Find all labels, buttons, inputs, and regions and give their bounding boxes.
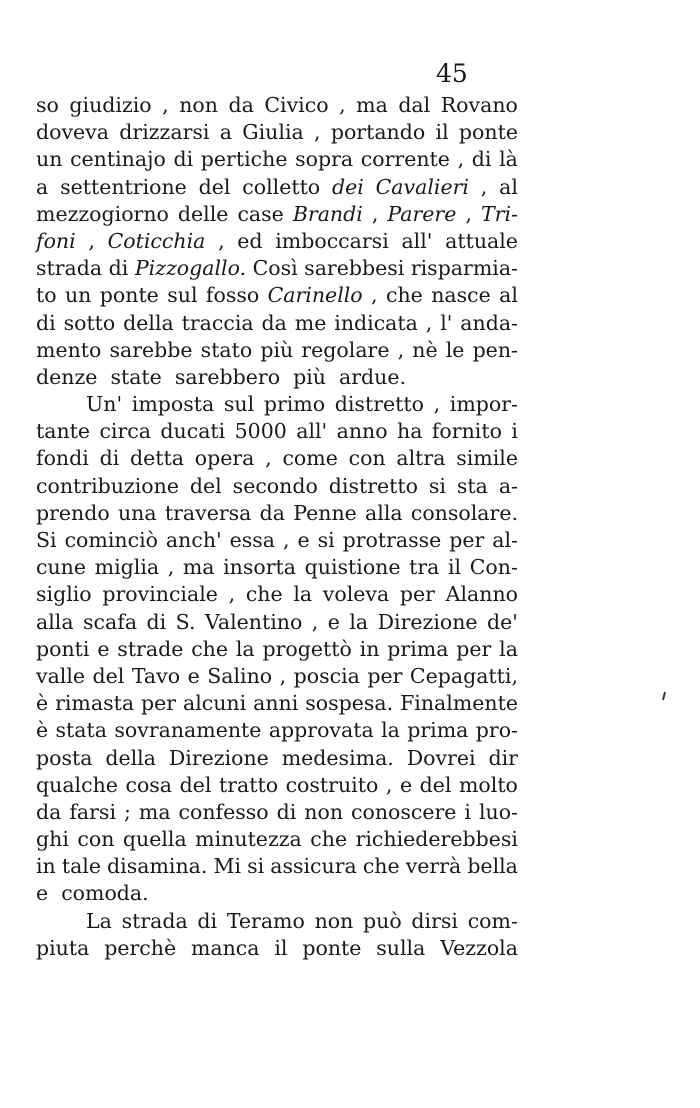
- word: e: [327, 609, 340, 634]
- word: stato: [200, 337, 253, 362]
- word: ,: [385, 772, 393, 797]
- word: cosa: [125, 772, 173, 797]
- word: per: [140, 691, 177, 716]
- word: ,: [88, 228, 95, 253]
- text-line: [36, 745, 518, 772]
- word: Cavalieri: [375, 174, 469, 199]
- word: ,: [162, 93, 169, 117]
- word: nasce: [431, 283, 491, 308]
- word: e: [97, 636, 110, 661]
- text-line: [36, 418, 518, 445]
- word: Teramo: [226, 908, 305, 933]
- word: in: [36, 854, 56, 879]
- word: verrà: [405, 854, 462, 879]
- word: drizzarsi: [119, 120, 210, 145]
- word: traccia: [181, 310, 254, 335]
- word: ,: [339, 93, 346, 117]
- word: ,: [218, 228, 225, 253]
- word: detta: [130, 446, 184, 471]
- word: ponte: [302, 935, 362, 960]
- word: Carinello: [267, 283, 363, 308]
- word: corrente: [360, 147, 450, 172]
- body-text: [36, 92, 518, 962]
- word: a: [36, 174, 49, 199]
- word: sulla: [376, 935, 426, 960]
- word: anno: [336, 419, 388, 444]
- word: al: [499, 283, 518, 308]
- word: valle: [36, 663, 86, 688]
- word: Un': [86, 392, 123, 417]
- word: i: [464, 799, 471, 824]
- word: fornito: [431, 419, 502, 444]
- word: medesima.: [281, 745, 394, 770]
- word: comoda.: [61, 881, 149, 906]
- word: ,: [457, 147, 465, 172]
- word: strada: [36, 256, 103, 281]
- word: conoscere: [351, 799, 457, 824]
- word: ed: [237, 228, 263, 253]
- word: e: [297, 528, 310, 552]
- word: prima: [387, 636, 449, 661]
- word: da: [259, 500, 285, 525]
- word: de': [487, 609, 518, 634]
- word: del: [92, 663, 125, 688]
- text-line: [36, 663, 518, 690]
- word: a-: [498, 473, 518, 498]
- word: di: [173, 147, 194, 172]
- word: dirsi: [411, 908, 458, 933]
- word: la: [293, 582, 313, 607]
- word: può: [363, 908, 402, 933]
- word: Finalmente: [400, 691, 518, 716]
- text-line: [36, 119, 518, 146]
- word: giudizio: [69, 93, 152, 117]
- text-line: [36, 799, 518, 826]
- word: ,: [311, 609, 319, 634]
- word: prendo: [36, 500, 110, 525]
- word: ponti: [36, 636, 90, 661]
- word: cune: [36, 555, 87, 580]
- word: ,: [228, 582, 236, 607]
- text-line: [36, 174, 518, 201]
- text-line: [36, 500, 518, 527]
- word: progettò: [262, 636, 352, 661]
- text-line: [36, 772, 518, 799]
- word: del: [419, 772, 452, 797]
- word: si: [317, 528, 335, 552]
- word: sarebbe: [109, 337, 193, 362]
- word: anni: [253, 691, 299, 716]
- word: dir: [488, 745, 518, 770]
- word: qualche: [36, 772, 118, 797]
- word: opera: [194, 446, 255, 471]
- word: non: [314, 908, 354, 933]
- word: ,: [371, 283, 378, 308]
- word: di: [36, 310, 56, 335]
- word: dal: [398, 93, 431, 117]
- text-line: [36, 908, 518, 935]
- word: da: [36, 799, 62, 824]
- word: non: [304, 799, 344, 824]
- word: regolare: [301, 337, 390, 362]
- text-line: [36, 527, 518, 554]
- text-line: [36, 92, 518, 119]
- text-line: [36, 690, 518, 717]
- word: alla: [36, 609, 74, 634]
- word: a: [219, 120, 232, 145]
- word: sta: [456, 473, 488, 498]
- word: che: [362, 854, 400, 879]
- word: tra: [409, 555, 440, 580]
- word: della: [123, 310, 174, 335]
- ink-speck: [662, 692, 666, 700]
- word: ghi: [36, 827, 69, 852]
- word: Pizzogallo.: [134, 256, 247, 281]
- word: fosso: [205, 283, 260, 308]
- word: pro-: [475, 718, 518, 743]
- word: pertiche: [200, 147, 288, 172]
- text-line: [36, 255, 518, 282]
- word: foni: [36, 228, 76, 253]
- word: altra: [396, 446, 446, 471]
- word: mezzogiorno: [36, 201, 169, 226]
- word: alla: [365, 500, 403, 525]
- word: strade: [117, 636, 184, 661]
- word: ha: [397, 419, 423, 444]
- word: per: [399, 582, 435, 607]
- word: S.: [175, 609, 196, 634]
- word: Coticchia: [107, 228, 206, 253]
- word: ,: [282, 528, 290, 552]
- word: tante: [36, 419, 91, 444]
- word: traversa: [164, 500, 252, 525]
- word: nè: [412, 337, 438, 362]
- word: di: [146, 609, 167, 634]
- word: Tri-: [480, 201, 518, 226]
- text-line: [36, 391, 518, 418]
- word: contribuzione: [36, 473, 179, 498]
- word: un: [36, 147, 63, 172]
- word: di: [471, 147, 492, 172]
- word: ponte: [99, 283, 159, 308]
- word: attuale: [445, 228, 518, 253]
- text-line: [36, 310, 518, 337]
- word: Così: [252, 256, 298, 281]
- word: Giulia: [242, 120, 304, 145]
- word: distretto: [334, 392, 424, 417]
- word: per: [449, 528, 485, 552]
- word: ,: [371, 201, 379, 226]
- word: secondo: [232, 473, 318, 498]
- word: quella: [122, 827, 187, 852]
- word: confesso: [178, 799, 269, 824]
- word: ducati: [160, 419, 226, 444]
- word: denze: [36, 364, 98, 389]
- word: il: [274, 935, 288, 960]
- word: di: [276, 799, 297, 824]
- text-line: [36, 554, 518, 581]
- word: più: [293, 364, 326, 389]
- word: Cepagatti,: [409, 663, 518, 688]
- word: ,: [397, 337, 405, 362]
- word: l': [440, 310, 453, 335]
- word: state: [110, 364, 162, 389]
- word: è: [36, 718, 49, 743]
- word: alcuni: [182, 691, 247, 716]
- word: Valentino: [204, 609, 303, 634]
- word: provinciale: [102, 582, 218, 607]
- word: strada: [121, 908, 188, 933]
- word: settentrione: [60, 174, 187, 199]
- word: com-: [467, 908, 518, 933]
- word: Direzione: [377, 609, 478, 634]
- word: Con-: [469, 555, 518, 580]
- word: consolare.: [410, 500, 518, 525]
- word: e: [36, 881, 49, 906]
- word: siglio: [36, 582, 92, 607]
- text-line: [36, 228, 518, 255]
- word: non: [179, 93, 218, 117]
- word: imboccarsi: [275, 228, 389, 253]
- word: e: [187, 663, 200, 688]
- word: ,: [279, 663, 287, 688]
- text-line: [36, 717, 518, 744]
- word: minutezza: [195, 827, 302, 852]
- page-number: 45: [436, 59, 468, 88]
- text-line: [36, 581, 518, 608]
- word: 5000: [234, 419, 287, 444]
- word: ma: [138, 799, 171, 824]
- word: delle: [177, 201, 229, 226]
- text-line: [36, 826, 518, 853]
- text-line: [36, 473, 518, 500]
- word: sarebbero: [174, 364, 281, 389]
- word: si: [428, 473, 446, 498]
- word: Civico: [264, 93, 329, 117]
- word: anch': [165, 528, 222, 552]
- word: sospesa.: [305, 691, 394, 716]
- word: ,: [167, 555, 175, 580]
- word: Parere: [387, 201, 457, 226]
- word: doveva: [36, 120, 109, 145]
- word: indicata: [334, 310, 418, 335]
- word: è: [36, 691, 49, 716]
- word: del: [198, 174, 231, 199]
- word: quistione: [304, 555, 401, 580]
- word: si: [247, 854, 265, 879]
- word: ,: [314, 120, 321, 145]
- word: simile: [456, 446, 518, 471]
- word: portando: [330, 120, 426, 145]
- word: la: [499, 636, 518, 661]
- word: di: [108, 256, 129, 281]
- word: che: [245, 582, 283, 607]
- word: Tavo: [131, 663, 181, 688]
- word: i: [511, 419, 518, 444]
- word: la: [349, 609, 369, 634]
- word: me: [294, 310, 327, 335]
- word: più: [260, 337, 294, 362]
- word: Penne: [293, 500, 357, 525]
- word: La: [86, 908, 112, 933]
- word: farsi: [69, 799, 117, 824]
- word: assicura: [270, 854, 357, 879]
- word: Brandi: [292, 201, 363, 226]
- word: prima: [407, 718, 469, 743]
- word: molto: [458, 772, 518, 797]
- word: posta: [36, 745, 93, 770]
- word: che: [385, 283, 423, 308]
- text-line: [36, 853, 518, 880]
- word: stata: [55, 718, 107, 743]
- word: di: [197, 908, 218, 933]
- word: all': [401, 228, 433, 253]
- word: impor-: [449, 392, 518, 417]
- word: ,: [425, 310, 433, 335]
- word: risparmia-: [410, 256, 518, 281]
- word: ,: [465, 201, 472, 226]
- word: sotto: [63, 310, 116, 335]
- word: piuta: [36, 935, 90, 960]
- word: voleva: [322, 582, 390, 607]
- word: ma: [356, 93, 388, 117]
- word: ,: [480, 174, 488, 199]
- word: là: [499, 147, 518, 172]
- word: protrasse: [342, 528, 442, 552]
- text-line: [36, 609, 518, 636]
- word: sul: [167, 283, 198, 308]
- word: disamina.: [107, 854, 208, 879]
- word: Direzione: [168, 745, 269, 770]
- word: poscia: [293, 663, 360, 688]
- word: all': [296, 419, 328, 444]
- word: che: [191, 636, 229, 661]
- word: il: [447, 555, 462, 580]
- word: ma: [182, 555, 215, 580]
- word: Alanno: [445, 582, 518, 607]
- text-line: [36, 282, 518, 309]
- word: del: [179, 772, 212, 797]
- word: una: [117, 500, 157, 525]
- word: to: [36, 283, 57, 308]
- word: manca: [190, 935, 260, 960]
- word: per: [367, 663, 403, 688]
- word: Vezzola: [440, 935, 518, 960]
- text-line: [36, 935, 518, 962]
- word: so: [36, 93, 59, 117]
- text-line: [36, 201, 518, 228]
- word: sopra: [295, 147, 354, 172]
- word: richiederebbesi: [355, 827, 518, 852]
- word: ponte: [458, 120, 518, 145]
- word: ;: [123, 799, 131, 824]
- word: sarebbesi: [304, 256, 405, 281]
- word: costruito: [285, 772, 379, 797]
- word: case: [237, 201, 284, 226]
- word: ardue.: [339, 364, 407, 389]
- word: che: [310, 827, 348, 852]
- text-line: [36, 636, 518, 663]
- word: un: [64, 283, 92, 308]
- word: le: [445, 337, 465, 362]
- text-line: [36, 337, 518, 364]
- word: in: [359, 636, 380, 661]
- word: scafa: [83, 609, 138, 634]
- word: Dovrei: [406, 745, 476, 770]
- word: sul: [223, 392, 255, 417]
- word: cominciò: [64, 528, 158, 552]
- word: luo-: [478, 799, 518, 824]
- word: ,: [433, 392, 441, 417]
- word: Si: [36, 528, 57, 552]
- text-line: [36, 445, 518, 472]
- word: pen-: [472, 337, 518, 362]
- word: centinajo: [70, 147, 166, 172]
- word: con: [348, 446, 386, 471]
- word: circa: [99, 419, 151, 444]
- word: fondi: [36, 446, 89, 471]
- word: al: [499, 174, 518, 199]
- word: Mi: [213, 854, 242, 879]
- word: e: [399, 772, 413, 797]
- word: il: [435, 120, 449, 145]
- word: insorta: [223, 555, 297, 580]
- word: essa: [229, 528, 276, 552]
- word: Rovano: [440, 93, 518, 117]
- word: miglia: [94, 555, 160, 580]
- word: del: [189, 473, 222, 498]
- word: distretto: [328, 473, 418, 498]
- word: come: [282, 446, 338, 471]
- word: dei: [331, 174, 364, 199]
- word: sovranamente: [114, 718, 262, 743]
- text-line: [36, 880, 518, 907]
- word: della: [105, 745, 156, 770]
- word: da: [228, 93, 254, 117]
- word: al-: [492, 528, 518, 552]
- word: di: [99, 446, 120, 471]
- word: bella: [467, 854, 518, 879]
- word: Salino: [207, 663, 273, 688]
- word: da: [261, 310, 287, 335]
- word: tratto: [218, 772, 279, 797]
- word: mento: [36, 337, 102, 362]
- word: rimasta: [55, 691, 135, 716]
- text-line: [36, 146, 518, 173]
- word: ,: [265, 446, 272, 471]
- word: imposta: [131, 392, 215, 417]
- word: per: [456, 636, 492, 661]
- text-line: [36, 364, 518, 391]
- word: tale: [61, 854, 101, 879]
- word: la: [381, 718, 400, 743]
- word: anda-: [460, 310, 518, 335]
- word: la: [235, 636, 255, 661]
- word: colletto: [242, 174, 321, 199]
- word: con: [77, 827, 115, 852]
- word: primo: [263, 392, 326, 417]
- word: approvata: [268, 718, 374, 743]
- word: perchè: [104, 935, 177, 960]
